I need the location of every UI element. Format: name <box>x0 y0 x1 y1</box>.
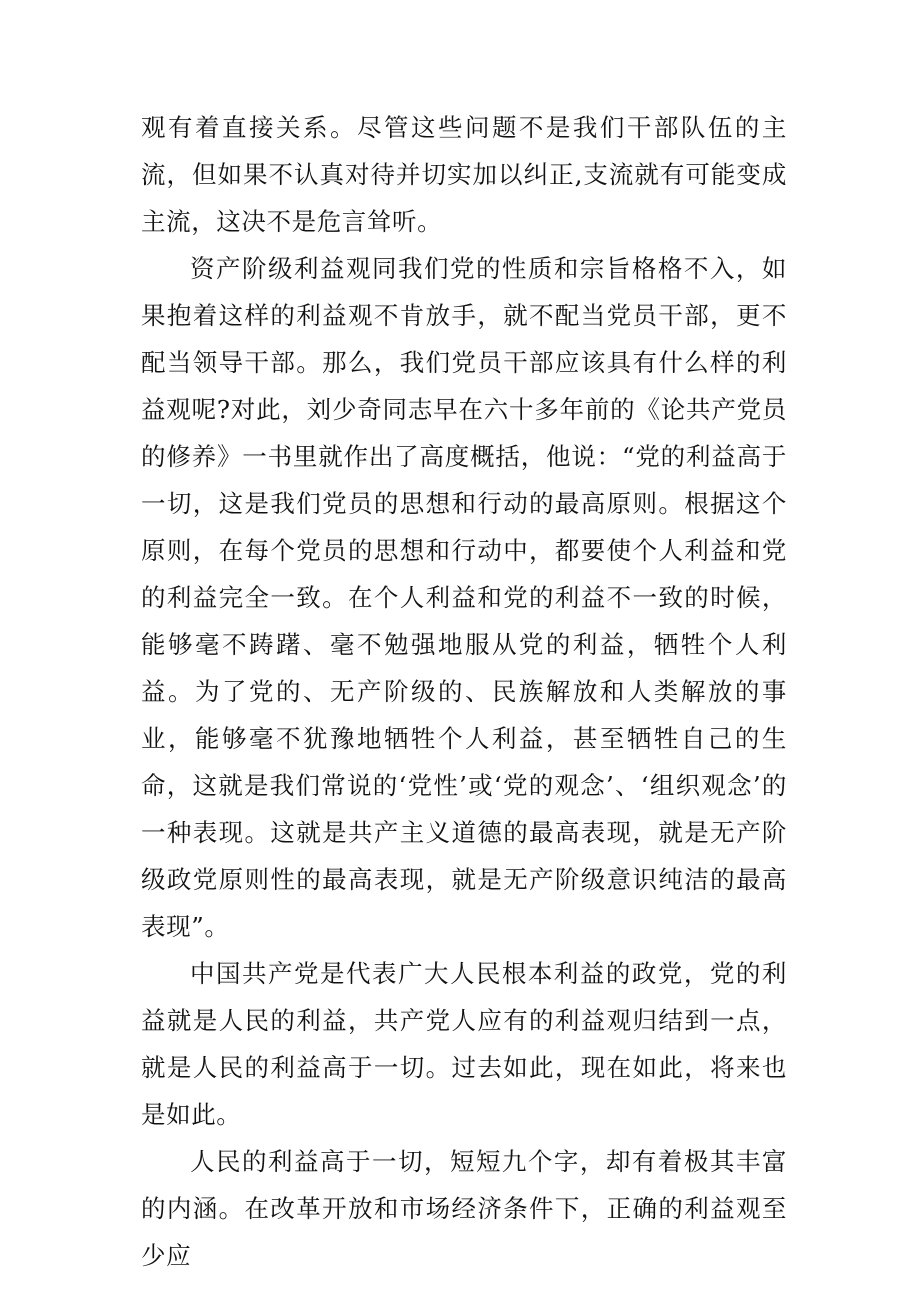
document-body <box>141 104 787 1279</box>
paragraph-party-interest: 中国共产党是代表广大人民根本利益的政党，党的利益就是人民的利益，共产党人应有的利益观归结到一点，就是人民的利益高于一切。过去如此，现在如此，将来也是如此。 <box>141 959 787 1129</box>
paragraph-continuation: 观有着直接关系。尽管这些问题不是我们干部队伍的主流，但如果不认真对待并切实加以纠正,支流就有可能变成主流，这决不是危言耸听。 <box>141 113 787 236</box>
paragraph-interest-view: 资产阶级利益观同我们党的性质和宗旨格格不入，如果抱着这样的利益观不肯放手，就不配当党员干部，更不配当领导干部。那么，我们党员干部应该具有什么样的利益观呢?对此，刘少奇同志早在六十多年前的《论共产党员的修养》一书里就作出了高度概括，他说：“党的利益高于一切，这是我们党员的思想和行动的最高原则。根据这个原则，在每个党员的思想和行动中，都要使个人利益和党的利益完全一致。在个人利益和党的利益不一致的时候，能够毫不踌躇、毫不勉强地服从党的利益，牺牲个人利益。为了党的、无产阶级的、民族解放和人类解放的事业，能够毫不犹豫地牺牲个人利益，甚至牺牲自己的生命，这就是我们常说的‘党性’或‘党的观念’、‘组织观念’的一种表现。这就是共产主义道德的最高表现，就是无产阶级政党原则性的最高表现，就是无产阶级意识纯洁的最高表现”。 <box>141 254 787 941</box>
paragraph-people-interest: 人民的利益高于一切，短短九个字，却有着极其丰富的内涵。在改革开放和市场经济条件下，正确的利益观至少应 <box>141 1147 787 1270</box>
